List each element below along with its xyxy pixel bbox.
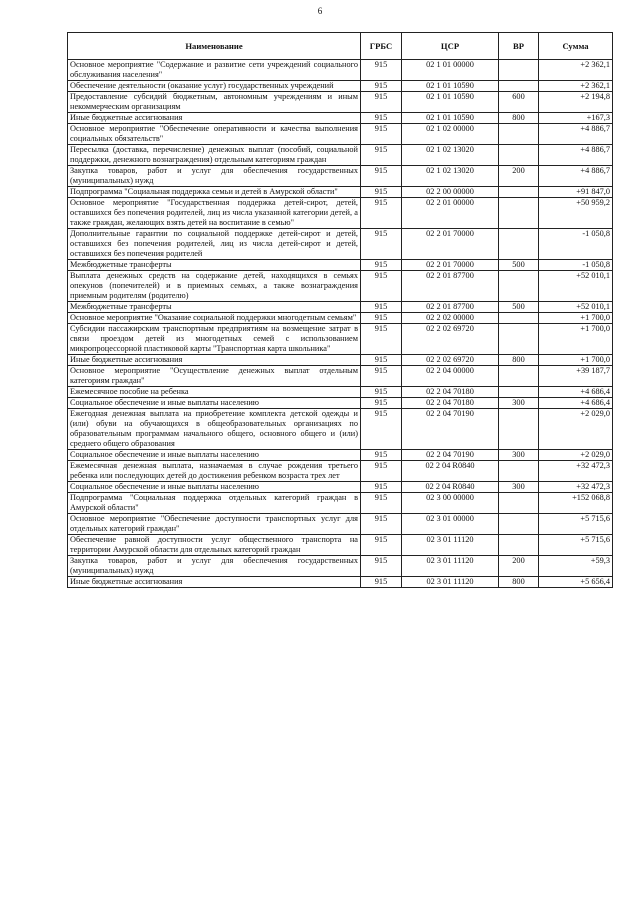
cell-name: Основное мероприятие "Осуществление денежных выплат отдельным категориям граждан": [68, 366, 361, 387]
cell-name: Предоставление субсидий бюджетным, автономным учреждениям и иным некоммерческим организациям: [68, 92, 361, 113]
cell-sum: +4 886,7: [539, 166, 613, 187]
cell-csr: 02 2 01 70000: [402, 229, 499, 260]
cell-grbs: 915: [361, 535, 402, 556]
cell-vr: [499, 324, 539, 355]
cell-vr: 500: [499, 302, 539, 313]
cell-csr: 02 2 01 00000: [402, 198, 499, 229]
cell-vr: 800: [499, 577, 539, 588]
cell-name: Субсидии пассажирским транспортным предприятиям на возмещение затрат в связи проездом детей из многодетных семей с использованием микропроцессорной пластиковой карты "Транспортная карта школьника": [68, 324, 361, 355]
cell-vr: 200: [499, 166, 539, 187]
cell-name: Обеспечение деятельности (оказание услуг) государственных учреждений: [68, 81, 361, 92]
cell-name: Основное мероприятие "Содержание и развитие сети учреждений социального обслуживания населения": [68, 60, 361, 81]
cell-grbs: 915: [361, 271, 402, 302]
cell-vr: 800: [499, 355, 539, 366]
cell-name: Иные бюджетные ассигнования: [68, 355, 361, 366]
cell-csr: 02 1 02 13020: [402, 166, 499, 187]
table-row: [68, 187, 613, 198]
cell-grbs: 915: [361, 355, 402, 366]
cell-name: Выплата денежных средств на содержание детей, находящихся в семьях опекунов (попечителей) и в приемных семьях, а также вознаграждения приемным родителям (родителю): [68, 271, 361, 302]
cell-sum: +91 847,0: [539, 187, 613, 198]
cell-csr: 02 2 04 00000: [402, 366, 499, 387]
table-row: [68, 398, 613, 409]
cell-csr: 02 2 04 R0840: [402, 461, 499, 482]
cell-vr: [499, 387, 539, 398]
cell-sum: -1 050,8: [539, 229, 613, 260]
table-row: [68, 387, 613, 398]
cell-csr: 02 2 01 87700: [402, 302, 499, 313]
table-row: [68, 366, 613, 387]
cell-sum: +1 700,0: [539, 313, 613, 324]
cell-name: Подпрограмма "Социальная поддержка семьи и детей в Амурской области": [68, 187, 361, 198]
cell-vr: 300: [499, 450, 539, 461]
cell-name: Ежемесячное пособие на ребенка: [68, 387, 361, 398]
cell-name: Дополнительные гарантии по социальной поддержке детей-сирот и детей, оставшихся без попечения родителей, лиц из числа детей-сирот и детей, оставшихся без попечения родителей: [68, 229, 361, 260]
cell-csr: 02 2 01 70000: [402, 260, 499, 271]
cell-sum: +39 187,7: [539, 366, 613, 387]
cell-name: Закупка товаров, работ и услуг для обеспечения государственных (муниципальных) нужд: [68, 166, 361, 187]
cell-vr: [499, 229, 539, 260]
cell-sum: +4 686,4: [539, 398, 613, 409]
cell-sum: +167,3: [539, 113, 613, 124]
cell-vr: [499, 271, 539, 302]
cell-sum: +2 029,0: [539, 450, 613, 461]
cell-vr: [499, 145, 539, 166]
cell-grbs: 915: [361, 92, 402, 113]
cell-csr: 02 2 04 70180: [402, 387, 499, 398]
cell-vr: 200: [499, 556, 539, 577]
table-row: [68, 577, 613, 588]
table-row: [68, 60, 613, 81]
cell-vr: [499, 461, 539, 482]
cell-csr: 02 3 00 00000: [402, 493, 499, 514]
table-row: [68, 81, 613, 92]
cell-vr: [499, 81, 539, 92]
table-row: [68, 260, 613, 271]
cell-grbs: 915: [361, 514, 402, 535]
table-row: [68, 324, 613, 355]
cell-name: Пересылка (доставка, перечисление) денежных выплат (пособий, социальной поддержки, денежного вознаграждения) отдельным категориям граждан: [68, 145, 361, 166]
cell-sum: +2 194,8: [539, 92, 613, 113]
cell-grbs: 915: [361, 198, 402, 229]
cell-csr: 02 2 02 69720: [402, 355, 499, 366]
table-row: [68, 409, 613, 450]
cell-vr: [499, 60, 539, 81]
cell-grbs: 915: [361, 81, 402, 92]
cell-csr: 02 1 01 10590: [402, 81, 499, 92]
cell-csr: 02 1 02 13020: [402, 145, 499, 166]
cell-vr: 300: [499, 482, 539, 493]
table-row: [68, 302, 613, 313]
cell-csr: 02 2 04 70180: [402, 398, 499, 409]
cell-grbs: 915: [361, 493, 402, 514]
cell-sum: +5 715,6: [539, 535, 613, 556]
table-row: [68, 355, 613, 366]
cell-sum: +2 362,1: [539, 81, 613, 92]
cell-grbs: 915: [361, 556, 402, 577]
cell-sum: +1 700,0: [539, 324, 613, 355]
cell-vr: 800: [499, 113, 539, 124]
cell-name: Социальное обеспечение и иные выплаты населению: [68, 482, 361, 493]
cell-name: Подпрограмма "Социальная поддержка отдельных категорий граждан в Амурской области": [68, 493, 361, 514]
cell-csr: 02 3 01 00000: [402, 514, 499, 535]
cell-name: Ежемесячная денежная выплата, назначаемая в случае рождения третьего ребенка или последующих детей до достижения ребенком возраста трех лет: [68, 461, 361, 482]
table-row: [68, 482, 613, 493]
cell-csr: 02 1 02 00000: [402, 124, 499, 145]
table-row: [68, 514, 613, 535]
cell-name: Основное мероприятие "Оказание социальной поддержки многодетным семьям": [68, 313, 361, 324]
table-row: [68, 166, 613, 187]
cell-grbs: 915: [361, 166, 402, 187]
cell-vr: [499, 366, 539, 387]
cell-grbs: 915: [361, 145, 402, 166]
cell-sum: +5 715,6: [539, 514, 613, 535]
cell-csr: 02 2 02 69720: [402, 324, 499, 355]
cell-grbs: 915: [361, 450, 402, 461]
budget-table: [67, 32, 613, 588]
cell-csr: 02 2 01 87700: [402, 271, 499, 302]
cell-sum: +2 362,1: [539, 60, 613, 81]
cell-grbs: 915: [361, 302, 402, 313]
cell-sum: +32 472,3: [539, 461, 613, 482]
cell-sum: +52 010,1: [539, 302, 613, 313]
cell-grbs: 915: [361, 461, 402, 482]
header-sum: Сумма: [539, 33, 613, 60]
cell-grbs: 915: [361, 260, 402, 271]
cell-vr: [499, 493, 539, 514]
cell-name: Обеспечение равной доступности услуг общественного транспорта на территории Амурской области для отдельных категорий граждан: [68, 535, 361, 556]
header-vr: ВР: [499, 33, 539, 60]
cell-name: Иные бюджетные ассигнования: [68, 577, 361, 588]
table-row: [68, 535, 613, 556]
cell-grbs: 915: [361, 482, 402, 493]
cell-vr: [499, 313, 539, 324]
cell-grbs: 915: [361, 60, 402, 81]
cell-grbs: 915: [361, 387, 402, 398]
table-header-row: [68, 33, 613, 60]
cell-sum: +50 959,2: [539, 198, 613, 229]
cell-grbs: 915: [361, 398, 402, 409]
table-row: [68, 92, 613, 113]
cell-sum: +152 068,8: [539, 493, 613, 514]
cell-grbs: 915: [361, 313, 402, 324]
page-number: 6: [317, 6, 323, 16]
header-name: Наименование: [68, 33, 361, 60]
cell-vr: [499, 198, 539, 229]
cell-name: Основное мероприятие "Обеспечение доступности транспортных услуг для отдельных категорий граждан": [68, 514, 361, 535]
cell-sum: +4 686,4: [539, 387, 613, 398]
cell-name: Социальное обеспечение и иные выплаты населению: [68, 450, 361, 461]
cell-csr: 02 1 01 10590: [402, 92, 499, 113]
cell-sum: -1 050,8: [539, 260, 613, 271]
cell-grbs: 915: [361, 324, 402, 355]
cell-sum: +1 700,0: [539, 355, 613, 366]
cell-vr: [499, 535, 539, 556]
cell-name: Закупка товаров, работ и услуг для обеспечения государственных (муниципальных) нужд: [68, 556, 361, 577]
cell-csr: 02 3 01 11120: [402, 556, 499, 577]
table-row: [68, 461, 613, 482]
table-row: [68, 271, 613, 302]
cell-vr: 600: [499, 92, 539, 113]
cell-sum: +2 029,0: [539, 409, 613, 450]
cell-vr: 300: [499, 398, 539, 409]
cell-csr: 02 1 01 00000: [402, 60, 499, 81]
cell-sum: +59,3: [539, 556, 613, 577]
cell-grbs: 915: [361, 409, 402, 450]
cell-name: Межбюджетные трансферты: [68, 260, 361, 271]
cell-csr: 02 2 04 R0840: [402, 482, 499, 493]
cell-sum: +5 656,4: [539, 577, 613, 588]
header-grbs: ГРБС: [361, 33, 402, 60]
cell-csr: 02 3 01 11120: [402, 535, 499, 556]
table-row: [68, 450, 613, 461]
cell-grbs: 915: [361, 577, 402, 588]
cell-csr: 02 2 04 70190: [402, 450, 499, 461]
table-row: [68, 145, 613, 166]
table-row: [68, 113, 613, 124]
cell-csr: 02 2 02 00000: [402, 313, 499, 324]
cell-sum: +52 010,1: [539, 271, 613, 302]
cell-vr: [499, 514, 539, 535]
cell-vr: [499, 124, 539, 145]
cell-grbs: 915: [361, 187, 402, 198]
cell-grbs: 915: [361, 366, 402, 387]
cell-name: Межбюджетные трансферты: [68, 302, 361, 313]
cell-vr: [499, 409, 539, 450]
cell-csr: 02 3 01 11120: [402, 577, 499, 588]
table-row: [68, 493, 613, 514]
cell-name: Иные бюджетные ассигнования: [68, 113, 361, 124]
table-row: [68, 124, 613, 145]
table-row: [68, 556, 613, 577]
cell-grbs: 915: [361, 113, 402, 124]
cell-name: Основное мероприятие "Обеспечение оперативности и качества выполнения социальных обязательств": [68, 124, 361, 145]
cell-sum: +32 472,3: [539, 482, 613, 493]
cell-name: Социальное обеспечение и иные выплаты населению: [68, 398, 361, 409]
cell-csr: 02 1 01 10590: [402, 113, 499, 124]
table-row: [68, 229, 613, 260]
cell-name: Основное мероприятие "Государственная поддержка детей-сирот, детей, оставшихся без попечения родителей, лиц из числа указанной категории детей, а также граждан, желающих взять детей на воспитание в семью": [68, 198, 361, 229]
cell-csr: 02 2 04 70190: [402, 409, 499, 450]
cell-sum: +4 886,7: [539, 145, 613, 166]
cell-csr: 02 2 00 00000: [402, 187, 499, 198]
table-row: [68, 198, 613, 229]
cell-name: Ежегодная денежная выплата на приобретение комплекта детской одежды и (или) обуви на обучающихся в общеобразовательных организациях по образовательным программам начального общего, основного общего и (или) среднего общего образования: [68, 409, 361, 450]
cell-sum: +4 886,7: [539, 124, 613, 145]
cell-grbs: 915: [361, 229, 402, 260]
table-row: [68, 313, 613, 324]
cell-vr: 500: [499, 260, 539, 271]
header-csr: ЦСР: [402, 33, 499, 60]
cell-grbs: 915: [361, 124, 402, 145]
cell-vr: [499, 187, 539, 198]
